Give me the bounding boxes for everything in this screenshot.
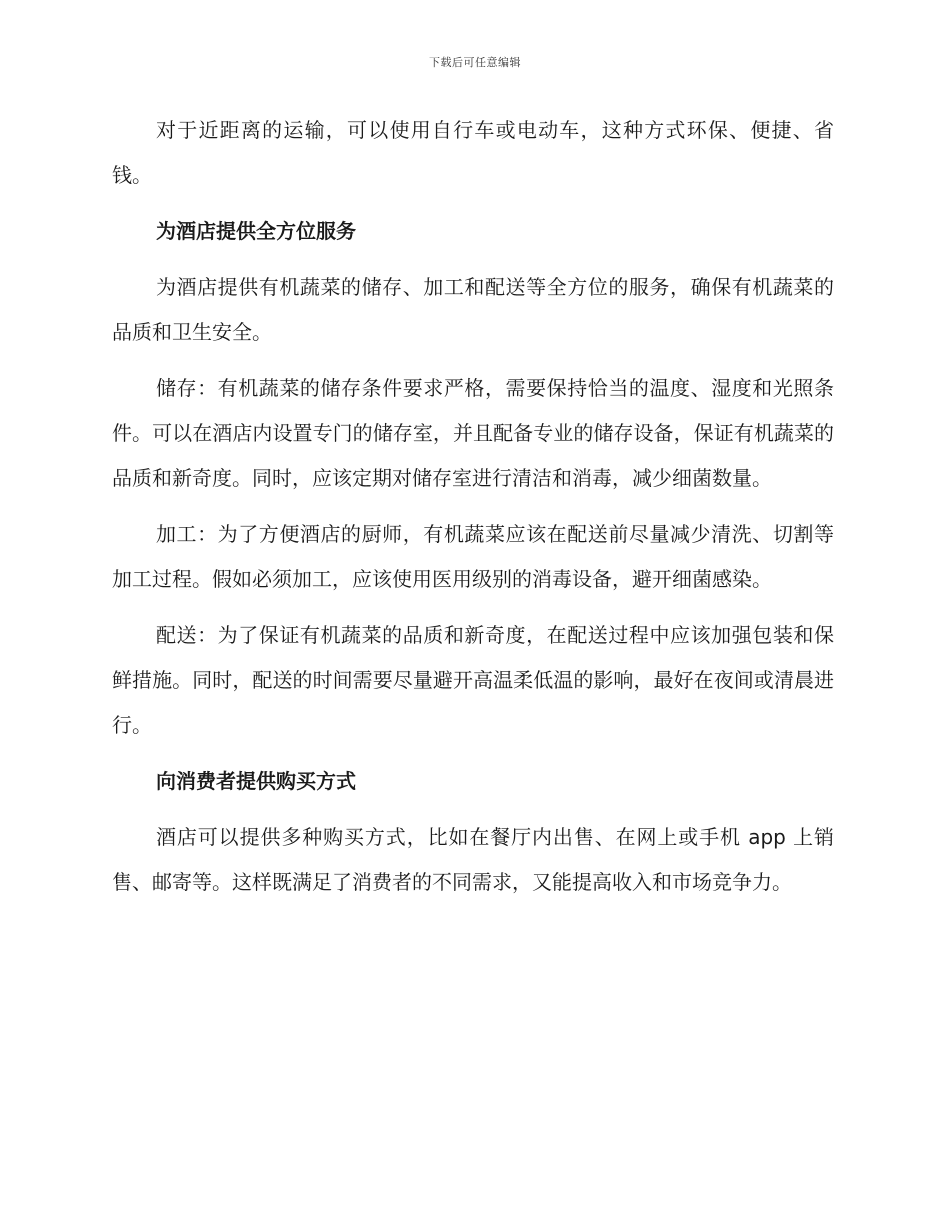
paragraph-transport: 对于近距离的运输，可以使用自行车或电动车，这种方式环保、便捷、省钱。 bbox=[112, 118, 834, 187]
paragraph-hotel-service-intro: 为酒店提供有机蔬菜的储存、加工和配送等全方位的服务，确保有机蔬菜的品质和卫生安全。 bbox=[112, 275, 834, 344]
document-body bbox=[112, 108, 834, 916]
section-heading-hotel-service: 为酒店提供全方位服务 bbox=[156, 219, 356, 243]
paragraph-delivery: 配送：为了保证有机蔬菜的品质和新奇度，在配送过程中应该加强包装和保鲜措施。同时，配送的时间需要尽量避开高温柔低温的影响，最好在夜间或清晨进行。 bbox=[112, 623, 834, 737]
paragraph-storage: 储存：有机蔬菜的储存条件要求严格，需要保持恰当的温度、湿度和光照条件。可以在酒店内设置专门的储存室，并且配备专业的储存设备，保证有机蔬菜的品质和新奇度。同时，应该定期对储存室进行清洁和消毒，减少细菌数量。 bbox=[112, 376, 834, 490]
header-note: 下载后可任意编辑 bbox=[429, 56, 521, 69]
paragraph-processing: 加工：为了方便酒店的厨师，有机蔬菜应该在配送前尽量减少清洗、切割等加工过程。假如必须加工，应该使用医用级别的消毒设备，避开细菌感染。 bbox=[112, 522, 834, 591]
paragraph-purchase-methods: 酒店可以提供多种购买方式，比如在餐厅内出售、在网上或手机 app 上销售、邮寄等。这样既满足了消费者的不同需求，又能提高收入和市场竞争力。 bbox=[112, 825, 834, 894]
section-heading-consumer-purchase: 向消费者提供购买方式 bbox=[156, 769, 356, 793]
